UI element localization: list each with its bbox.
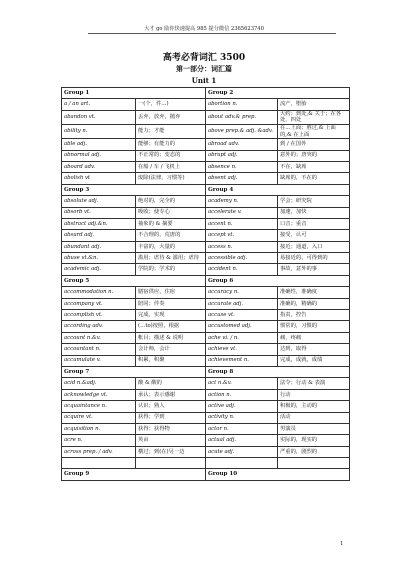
word-cell: abstract adj.&n. xyxy=(62,218,136,229)
word-cell: accept vt. xyxy=(206,230,278,241)
meaning-cell: 学会；研究院 xyxy=(278,196,350,207)
meaning-cell: 在船 / 车 / 飞机上 xyxy=(136,161,206,172)
group-title-left: Group 5 xyxy=(62,275,206,286)
word-cell: absence n. xyxy=(206,161,278,172)
word-cell: accelerate v. xyxy=(206,207,278,218)
meaning-cell: 横过；到(在)另一边 xyxy=(136,446,206,457)
word-cell: accompany vt. xyxy=(62,298,136,309)
meaning-cell: 学院的；学术的 xyxy=(136,264,206,275)
group-title-left: Group 9 xyxy=(62,469,206,480)
meaning-cell: 指责，控告 xyxy=(278,310,350,321)
group-title-right: Group 6 xyxy=(206,275,350,286)
meaning-cell: 男演员 xyxy=(278,423,350,434)
word-cell: activity n. xyxy=(206,412,278,423)
meaning-cell: 完成，实现 xyxy=(136,310,206,321)
word-cell: above prep.& adj. &adv. xyxy=(206,124,278,138)
vocab-row xyxy=(62,173,350,184)
vocab-row xyxy=(62,218,350,229)
word-cell: accomplish vt. xyxy=(62,310,136,321)
vocab-row xyxy=(62,423,350,434)
blank-cell xyxy=(136,458,206,469)
group-title-right: Group 8 xyxy=(206,366,350,377)
group-title-right: Group 2 xyxy=(206,88,350,99)
word-cell: achievement n. xyxy=(206,355,278,366)
meaning-cell: 英亩 xyxy=(136,435,206,446)
group-header-row xyxy=(62,469,350,480)
vocab-row xyxy=(62,332,350,343)
vocab-row xyxy=(62,310,350,321)
meaning-cell: 吸收；使专心 xyxy=(136,207,206,218)
meaning-cell: (…to)按照，根据 xyxy=(136,321,206,332)
word-cell: accumulate v. xyxy=(62,355,136,366)
meaning-cell: 承认；表示感谢 xyxy=(136,389,206,400)
meaning-cell: 准确的，精确的 xyxy=(278,298,350,309)
word-cell: acute adj. xyxy=(206,446,278,457)
header-divider xyxy=(88,33,336,34)
vocab-row xyxy=(62,124,350,138)
meaning-cell: 意外的；唐突的 xyxy=(278,150,350,161)
word-cell: acid n.&adj. xyxy=(62,378,136,389)
meaning-cell: 严重的，剧烈的 xyxy=(278,446,350,457)
page-number: 1 xyxy=(340,541,344,547)
blank-cell xyxy=(62,458,136,469)
word-cell: acquisition n. xyxy=(62,423,136,434)
meaning-cell: 认识；熟人 xyxy=(136,401,206,412)
meaning-cell: 准确性，准确度 xyxy=(278,287,350,298)
vocab-row xyxy=(62,207,350,218)
meaning-cell: 大约；到处,& 关于；在各处，四处 xyxy=(278,110,350,124)
meaning-cell: 接受，认可 xyxy=(278,230,350,241)
word-cell: abolish vt xyxy=(62,173,136,184)
meaning-cell: 流产，堕胎 xyxy=(278,99,350,110)
vocab-row xyxy=(62,321,350,332)
word-cell: accident n. xyxy=(206,264,278,275)
vocab-row xyxy=(62,150,350,161)
word-cell: active adj. xyxy=(206,401,278,412)
word-cell: accuse vt. xyxy=(206,310,278,321)
meaning-cell: 口音；重音 xyxy=(278,218,350,229)
meaning-cell: 惯常的，习惯的 xyxy=(278,321,350,332)
word-cell: acknowledge vt. xyxy=(62,389,136,400)
word-cell: aboard adv. xyxy=(62,161,136,172)
group-title-left: Group 3 xyxy=(62,184,206,195)
meaning-cell: 膳宿供应，住宿 xyxy=(136,287,206,298)
word-cell: abundant adj. xyxy=(62,241,136,252)
meaning-cell: 不在，缺席 xyxy=(278,161,350,172)
word-cell: accustomed adj. xyxy=(206,321,278,332)
word-cell: accessible adj. xyxy=(206,253,278,264)
word-cell: acquire vt. xyxy=(62,412,136,423)
word-cell: actual adj. xyxy=(206,435,278,446)
meaning-cell: 不正常的；变态的 xyxy=(136,150,206,161)
word-cell: absorb vt. xyxy=(62,207,136,218)
meaning-cell: 积极的，主动的 xyxy=(278,401,350,412)
vocab-row xyxy=(62,298,350,309)
word-cell: access n. xyxy=(206,241,278,252)
word-cell: abrupt adj. xyxy=(206,150,278,161)
meaning-cell: 缺席的，不在的 xyxy=(278,173,350,184)
meaning-cell: 酸 & 酸的 xyxy=(136,378,206,389)
meaning-cell: 陪同；伴奏 xyxy=(136,298,206,309)
group-title-right: Group 10 xyxy=(206,469,350,480)
meaning-cell: 获得；获得物 xyxy=(136,423,206,434)
meaning-cell: 完成，成就，成绩 xyxy=(278,355,350,366)
group-header-row xyxy=(62,366,350,377)
blank-row xyxy=(62,458,350,469)
meaning-cell: 废除(法律，习惯等) xyxy=(136,173,206,184)
word-cell: about adv.& prep. xyxy=(206,110,278,124)
meaning-cell: 达到，取得 xyxy=(278,344,350,355)
meaning-cell: 丰富的，大量的 xyxy=(136,241,206,252)
vocab-row xyxy=(62,110,350,124)
meaning-cell: 接近；通道，入口 xyxy=(278,241,350,252)
word-cell: accurate adj. xyxy=(206,298,278,309)
document-title: 高考必背词汇 3500 xyxy=(162,53,246,63)
meaning-cell: 帐目；描述 & 说明 xyxy=(136,332,206,343)
word-cell: absurd adj. xyxy=(62,230,136,241)
vocab-row xyxy=(62,435,350,446)
word-cell: according adv. xyxy=(62,321,136,332)
group-title-left: Group 1 xyxy=(62,88,206,99)
unit-heading: Unit 1 xyxy=(191,76,217,85)
meaning-cell: 滥用；虐待 & 滥用；虐待 xyxy=(136,253,206,264)
meaning-cell: 能力；才能 xyxy=(136,124,206,138)
meaning-cell: 行动 xyxy=(278,389,350,400)
meaning-cell: 易接近的，可得到的 xyxy=(278,253,350,264)
word-cell: academy n. xyxy=(206,196,278,207)
blank-cell xyxy=(278,458,350,469)
meaning-cell: 事故，意外的事 xyxy=(278,264,350,275)
word-cell: ability n. xyxy=(62,124,136,138)
meaning-cell: 丢弃，放弃，抛弃 xyxy=(136,110,206,124)
meaning-cell: 一(个，件…) xyxy=(136,99,206,110)
word-cell: acre n. xyxy=(62,435,136,446)
vocab-row xyxy=(62,389,350,400)
meaning-cell: 法令；行动 & 表演 xyxy=(278,378,350,389)
vocab-row xyxy=(62,412,350,423)
vocab-row xyxy=(62,344,350,355)
vocab-row xyxy=(62,355,350,366)
word-cell: able adj. xyxy=(62,139,136,150)
vocab-row xyxy=(62,139,350,150)
vocab-row xyxy=(62,378,350,389)
word-cell: abortion n. xyxy=(206,99,278,110)
word-cell: accommodation n. xyxy=(62,287,136,298)
meaning-cell: 痛，疼痛 xyxy=(278,332,350,343)
word-cell: accountant n. xyxy=(62,344,136,355)
vocab-row xyxy=(62,230,350,241)
word-cell: abroad adv. xyxy=(206,139,278,150)
meaning-cell: 不合理的，荒唐的 xyxy=(136,230,206,241)
word-cell: a / an art. xyxy=(62,99,136,110)
blank-cell xyxy=(206,458,278,469)
word-cell: ache vi. / n. xyxy=(206,332,278,343)
vocab-row xyxy=(62,196,350,207)
word-cell: act n.&v. xyxy=(206,378,278,389)
word-cell: account n.&v. xyxy=(62,332,136,343)
vocabulary-table xyxy=(61,87,350,481)
group-header-row xyxy=(62,275,350,286)
word-cell: absent adj. xyxy=(206,173,278,184)
word-cell: academic adj. xyxy=(62,264,136,275)
meaning-cell: 积累，积聚 xyxy=(136,355,206,366)
vocab-row xyxy=(62,241,350,252)
group-header-row xyxy=(62,184,350,195)
word-cell: abnormal adj. xyxy=(62,150,136,161)
header-note: 大才 go 励你快速提高 985 提分微信 2365623740 xyxy=(144,26,264,32)
vocab-row xyxy=(62,161,350,172)
meaning-cell: 实际的，现实的 xyxy=(278,435,350,446)
meaning-cell: 到 / 在国外 xyxy=(278,139,350,150)
meaning-cell: 活动 xyxy=(278,412,350,423)
word-cell: achieve vt. xyxy=(206,344,278,355)
word-cell: absolute adj. xyxy=(62,196,136,207)
meaning-cell: 加速，加快 xyxy=(278,207,350,218)
vocab-row xyxy=(62,446,350,457)
meaning-cell: 在…上面；胜过,& 上面的,& 在上面 xyxy=(278,124,350,138)
vocab-row xyxy=(62,287,350,298)
word-cell: action n. xyxy=(206,389,278,400)
meaning-cell: 绝对的，完全的 xyxy=(136,196,206,207)
meaning-cell: 获得；学到 xyxy=(136,412,206,423)
word-cell: abuse vt.&n. xyxy=(62,253,136,264)
vocab-row xyxy=(62,264,350,275)
group-header-row xyxy=(62,88,350,99)
word-cell: across prep. / adv. xyxy=(62,446,136,457)
vocab-row xyxy=(62,401,350,412)
group-title-right: Group 4 xyxy=(206,184,350,195)
word-cell: acquaintance n. xyxy=(62,401,136,412)
vocab-row xyxy=(62,253,350,264)
word-cell: accent n. xyxy=(206,218,278,229)
word-cell: abandon vt. xyxy=(62,110,136,124)
vocab-row xyxy=(62,99,350,110)
group-title-left: Group 7 xyxy=(62,366,206,377)
meaning-cell: 能够；有能力的 xyxy=(136,139,206,150)
meaning-cell: 会计师，会计 xyxy=(136,344,206,355)
meaning-cell: 抽象的 & 摘要 xyxy=(136,218,206,229)
word-cell: actor n. xyxy=(206,423,278,434)
document-subtitle: 第一部分：词汇篇 xyxy=(176,64,232,73)
word-cell: accuracy n. xyxy=(206,287,278,298)
